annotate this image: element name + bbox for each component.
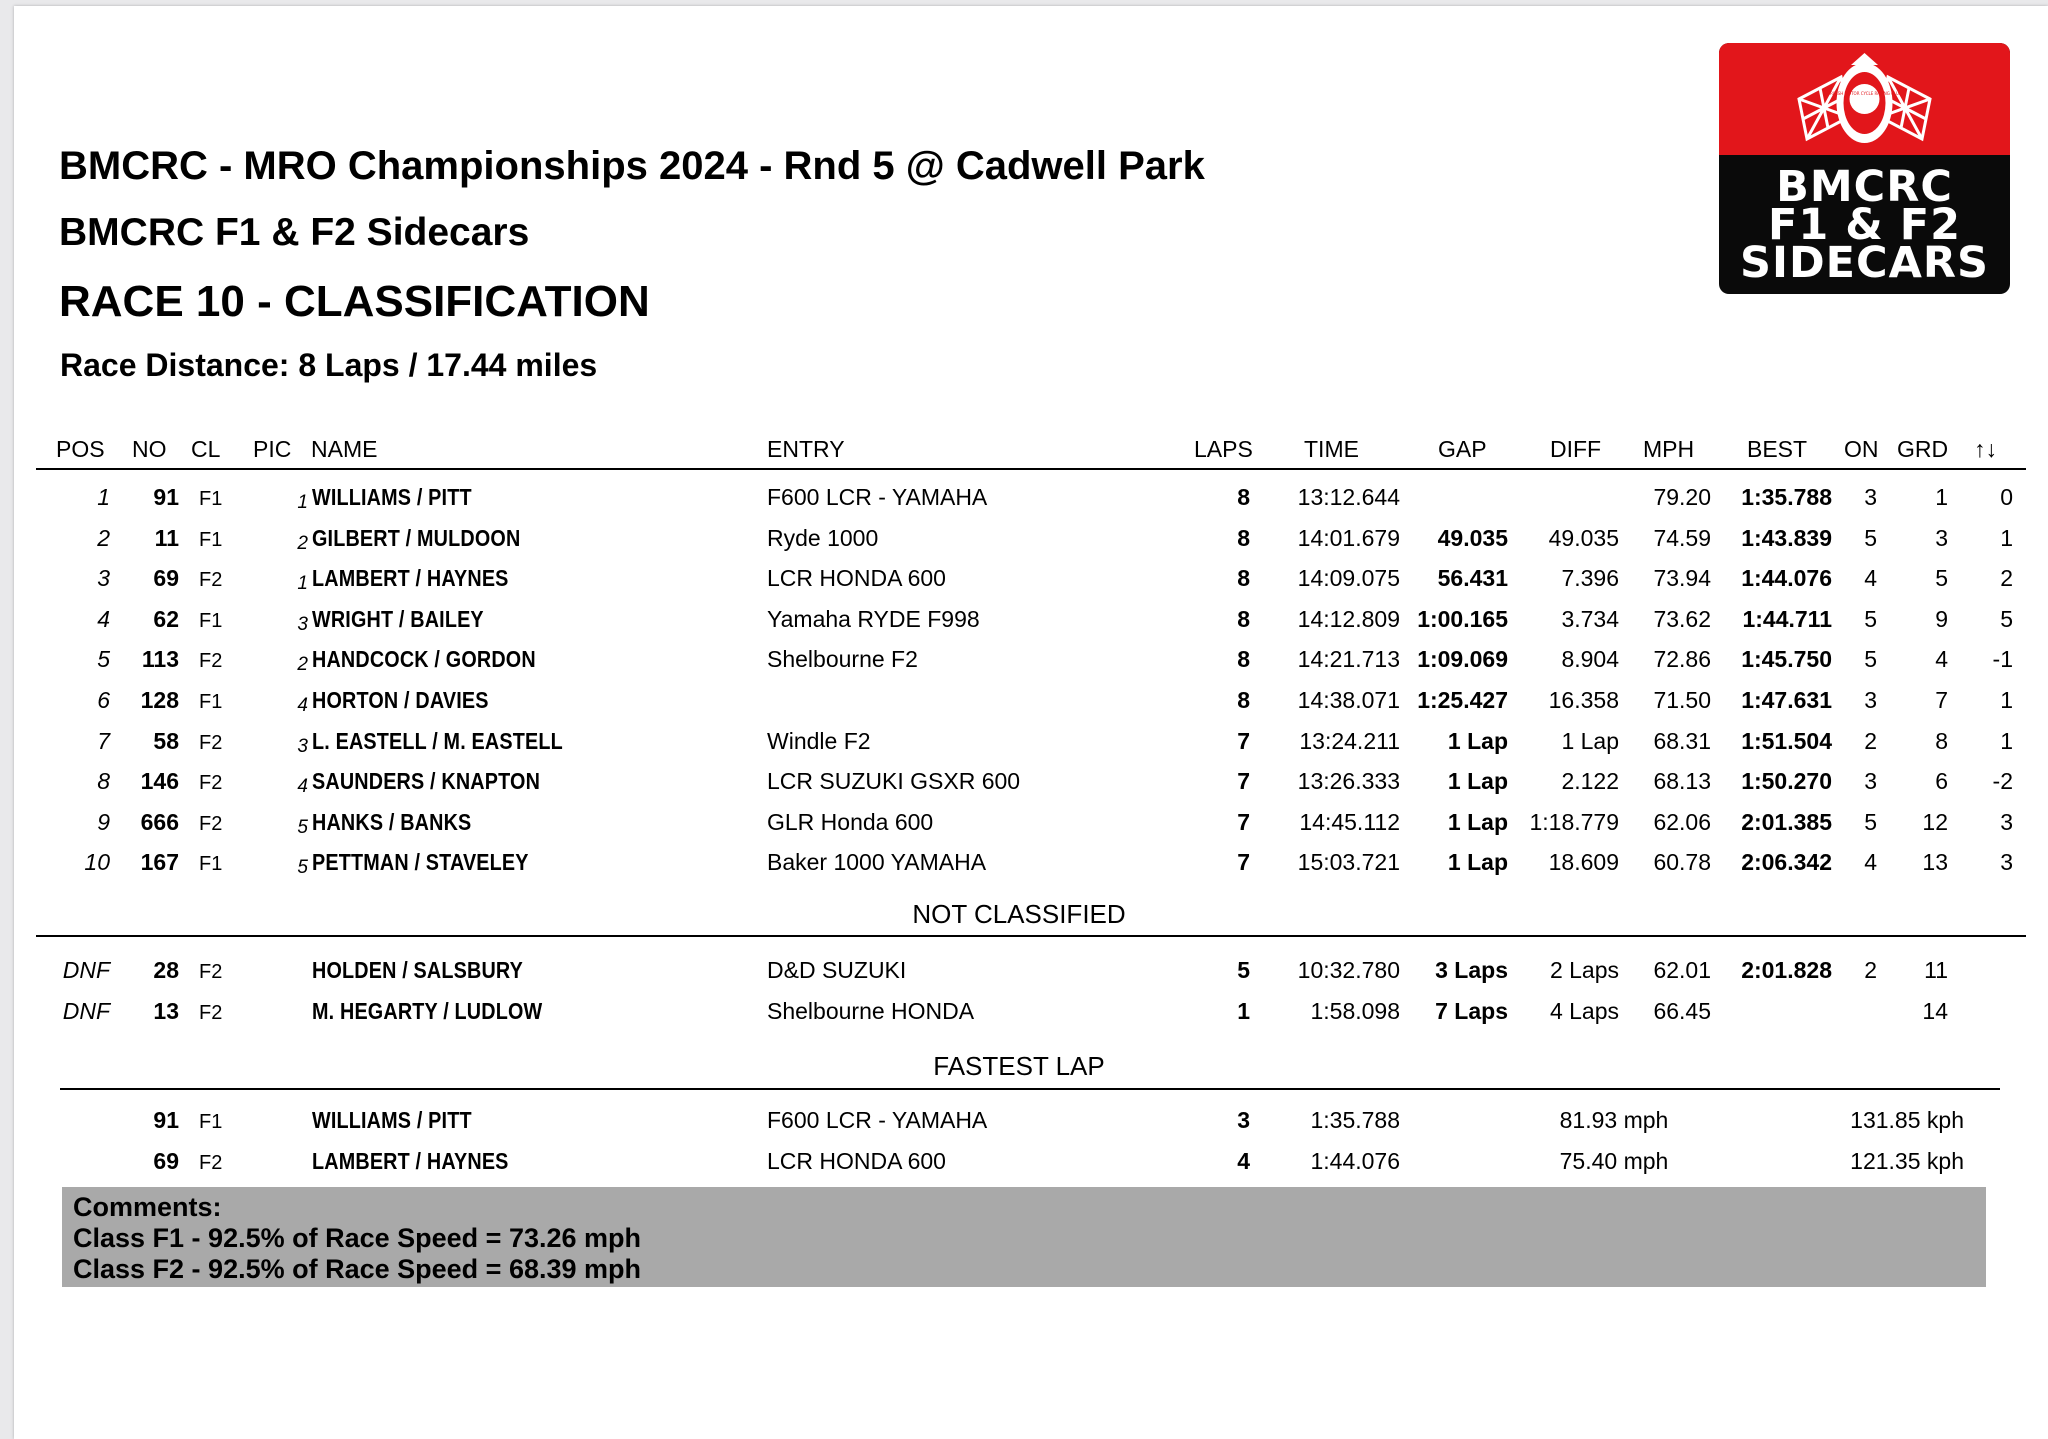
name-cell: HANDCOCK / GORDON — [312, 646, 536, 673]
grid-cell: 1 — [1935, 484, 1948, 510]
fastest-lap-row — [14, 1101, 2048, 1137]
grid-cell: 4 — [1935, 646, 1948, 673]
entry-cell: Shelbourne HONDA — [767, 998, 975, 1024]
mph-cell: 74.59 — [1653, 524, 1711, 551]
gap-cell: 1:25.427 — [1417, 687, 1508, 713]
pos-cell: DNF — [62, 998, 110, 1024]
time-cell: 14:45.112 — [1299, 808, 1400, 835]
change-cell: 0 — [2000, 484, 2013, 510]
time-cell: 14:01.679 — [1297, 524, 1400, 551]
not-classified-row — [14, 951, 2048, 987]
comment-line: Class F2 - 92.5% of Race Speed = 68.39 mph — [73, 1254, 642, 1284]
change-cell: -2 — [1992, 768, 2013, 795]
name-cell: PETTMAN / STAVELEY — [312, 849, 529, 876]
laps-cell: 8 — [1237, 646, 1250, 673]
class-cell: F2 — [199, 650, 223, 673]
time-cell: 1:35.788 — [1310, 1107, 1400, 1133]
pos-cell: 10 — [84, 849, 110, 876]
grid-cell: 12 — [1922, 808, 1948, 835]
time-cell: 14:09.075 — [1297, 565, 1400, 592]
col-header-change: ↑↓ — [1974, 436, 1997, 462]
grid-cell: 9 — [1935, 605, 1948, 632]
gap-cell: 1 Lap — [1447, 808, 1508, 835]
best-cell: 1:44.076 — [1741, 565, 1832, 592]
result-row — [14, 600, 2048, 636]
col-header-entry: ENTRY — [767, 436, 845, 462]
number-cell: 146 — [140, 768, 179, 795]
entry-cell: Yamaha RYDE F998 — [767, 605, 980, 632]
pic-cell: 4 — [297, 776, 308, 798]
laps-cell: 5 — [1237, 957, 1250, 983]
class-title: BMCRC F1 & F2 Sidecars — [59, 211, 530, 254]
results-sheet — [14, 6, 2048, 1439]
gap-cell: 7 Laps — [1435, 998, 1508, 1024]
class-cell: F2 — [199, 1152, 223, 1174]
mph-cell: 71.50 — [1653, 687, 1711, 713]
best-cell: 1:44.711 — [1742, 605, 1832, 632]
change-cell: 5 — [2000, 605, 2013, 632]
on-cell: 4 — [1864, 849, 1877, 876]
grid-cell: 13 — [1922, 849, 1948, 876]
fastest-lap-rule — [60, 1088, 2000, 1090]
gap-cell: 1:00.165 — [1417, 605, 1508, 632]
race-title: RACE 10 - CLASSIFICATION — [59, 277, 650, 326]
on-cell: 4 — [1864, 565, 1877, 592]
entry-cell: Baker 1000 YAMAHA — [767, 849, 987, 876]
comments-box — [62, 1187, 1986, 1287]
change-cell: 1 — [2000, 524, 2013, 551]
result-row — [14, 762, 2048, 798]
pic-cell: 1 — [297, 573, 308, 595]
not-classified-rule — [36, 935, 2026, 937]
col-header-gap: GAP — [1438, 436, 1487, 462]
name-cell: HANKS / BANKS — [312, 808, 472, 835]
diff-cell: 7.396 — [1561, 565, 1619, 592]
best-cell: 1:47.631 — [1741, 687, 1832, 713]
diff-cell: 2.122 — [1561, 768, 1619, 795]
class-cell: F2 — [199, 569, 223, 592]
col-header-laps: LAPS — [1194, 436, 1253, 462]
number-cell: 167 — [140, 849, 179, 876]
laps-cell: 7 — [1237, 808, 1250, 835]
not-classified-title: NOT CLASSIFIED — [912, 899, 1126, 929]
pos-cell: 7 — [97, 727, 110, 754]
mph-cell: 81.93 mph — [1559, 1107, 1669, 1133]
class-cell: F1 — [199, 691, 223, 713]
diff-cell: 4 Laps — [1549, 998, 1619, 1024]
time-cell: 13:26.333 — [1297, 768, 1400, 795]
name-cell: LAMBERT / HAYNES — [312, 1148, 509, 1174]
change-cell: 3 — [2000, 849, 2013, 876]
name-cell: GILBERT / MULDOON — [312, 524, 521, 551]
col-header-time: TIME — [1304, 436, 1359, 462]
col-header-pic: PIC — [253, 436, 292, 462]
mph-cell: 62.01 — [1653, 957, 1711, 983]
col-header-grd: GRD — [1897, 436, 1949, 462]
kph-cell: 121.35 kph — [1850, 1148, 1964, 1174]
best-cell: 2:01.828 — [1741, 957, 1832, 983]
pos-cell: 9 — [97, 808, 110, 835]
gap-cell: 56.431 — [1437, 565, 1508, 592]
class-cell: F1 — [199, 488, 223, 510]
club-crest-icon — [1719, 47, 2010, 151]
best-cell: 1:43.839 — [1741, 524, 1832, 551]
mph-cell: 66.45 — [1653, 998, 1711, 1024]
laps-cell: 7 — [1237, 849, 1250, 876]
pic-cell: 2 — [297, 532, 308, 554]
result-row — [14, 803, 2048, 839]
on-cell: 3 — [1864, 687, 1877, 713]
mph-cell: 75.40 mph — [1559, 1148, 1669, 1174]
time-cell: 15:03.721 — [1297, 849, 1400, 876]
diff-cell: 3.734 — [1561, 605, 1619, 632]
col-header-diff: DIFF — [1550, 436, 1602, 462]
laps-cell: 1 — [1237, 998, 1250, 1024]
pic-cell: 5 — [297, 816, 308, 838]
col-header-no: NO — [132, 436, 167, 462]
number-cell: 58 — [153, 727, 179, 754]
gap-cell: 1 Lap — [1447, 727, 1508, 754]
pos-cell: 4 — [97, 605, 110, 632]
entry-cell: F600 LCR - YAMAHA — [767, 1107, 988, 1133]
col-header-mph: MPH — [1643, 436, 1695, 462]
lap-number-cell: 4 — [1237, 1148, 1250, 1174]
diff-cell: 1:18.779 — [1529, 808, 1619, 835]
result-row — [14, 519, 2048, 555]
comment-line: Class F1 - 92.5% of Race Speed = 73.26 mph — [73, 1223, 642, 1253]
time-cell: 14:38.071 — [1297, 687, 1400, 713]
time-cell: 14:12.809 — [1297, 605, 1400, 632]
col-header-pos: POS — [56, 436, 105, 462]
class-cell: F1 — [199, 853, 223, 876]
pic-cell: 3 — [297, 613, 308, 635]
logo-line-2: F1 & F2 — [1767, 200, 1962, 250]
grid-cell: 8 — [1935, 727, 1948, 754]
col-header-name: NAME — [311, 436, 378, 462]
name-cell: WRIGHT / BAILEY — [312, 605, 484, 632]
number-cell: 62 — [153, 605, 179, 632]
diff-cell: 2 Laps — [1549, 957, 1619, 983]
number-cell: 91 — [153, 1107, 179, 1133]
entry-cell: LCR HONDA 600 — [767, 1148, 946, 1174]
number-cell: 69 — [153, 565, 179, 592]
result-row — [14, 722, 2048, 758]
kph-cell: 131.85 kph — [1850, 1107, 1964, 1133]
number-cell: 28 — [153, 957, 179, 983]
comments-label: Comments: — [73, 1192, 222, 1222]
pic-cell: 2 — [297, 654, 308, 676]
class-cell: F2 — [199, 961, 223, 983]
fastest-lap-row — [14, 1142, 2048, 1178]
diff-cell: 8.904 — [1561, 646, 1619, 673]
grid-cell: 5 — [1935, 565, 1948, 592]
laps-cell: 8 — [1237, 484, 1250, 510]
mph-cell: 68.31 — [1653, 727, 1711, 754]
race-distance: Race Distance: 8 Laps / 17.44 miles — [60, 347, 598, 383]
mph-cell: 72.86 — [1653, 646, 1711, 673]
on-cell: 2 — [1864, 727, 1877, 754]
diff-cell: 18.609 — [1548, 849, 1619, 876]
grid-cell: 6 — [1935, 768, 1948, 795]
number-cell: 128 — [140, 687, 179, 713]
mph-cell: 60.78 — [1653, 849, 1711, 876]
time-cell: 1:44.076 — [1310, 1148, 1400, 1174]
class-cell: F2 — [199, 812, 223, 835]
diff-cell: 49.035 — [1548, 524, 1619, 551]
class-cell: F1 — [199, 1111, 223, 1133]
change-cell: 1 — [2000, 687, 2013, 713]
lap-number-cell: 3 — [1237, 1107, 1250, 1133]
pic-cell: 1 — [297, 492, 308, 513]
on-cell: 5 — [1864, 646, 1877, 673]
laps-cell: 7 — [1237, 768, 1250, 795]
pos-cell: 6 — [97, 687, 110, 713]
number-cell: 69 — [153, 1148, 179, 1174]
event-title: BMCRC - MRO Championships 2024 - Rnd 5 @ Cadwell Park — [59, 144, 1205, 188]
time-cell: 13:12.644 — [1297, 484, 1400, 510]
mph-cell: 73.62 — [1653, 605, 1711, 632]
gap-cell: 3 Laps — [1435, 957, 1508, 983]
on-cell: 5 — [1864, 808, 1877, 835]
class-cell: F2 — [199, 731, 223, 754]
entry-cell: GLR Honda 600 — [767, 808, 934, 835]
entry-cell: D&D SUZUKI — [767, 957, 907, 983]
number-cell: 11 — [154, 524, 179, 551]
diff-cell: 16.358 — [1548, 687, 1619, 713]
result-row — [14, 843, 2048, 879]
best-cell: 1:51.504 — [1741, 727, 1832, 754]
change-cell: 2 — [2000, 565, 2013, 592]
pos-cell: 3 — [97, 565, 110, 592]
time-cell: 1:58.098 — [1310, 998, 1400, 1024]
on-cell: 3 — [1864, 484, 1877, 510]
number-cell: 666 — [140, 808, 179, 835]
entry-cell: LCR HONDA 600 — [767, 565, 946, 592]
gap-cell: 49.035 — [1437, 524, 1508, 551]
crest-text: BRITISH MOTOR CYCLE RACING CLUB — [1827, 91, 1902, 96]
number-cell: 91 — [153, 484, 179, 510]
grid-cell: 14 — [1922, 998, 1948, 1024]
col-header-on: ON — [1844, 436, 1879, 462]
entry-cell: LCR SUZUKI GSXR 600 — [767, 768, 1021, 795]
mph-cell: 68.13 — [1653, 768, 1711, 795]
mph-cell: 79.20 — [1653, 484, 1711, 510]
not-classified-row — [14, 992, 2048, 1028]
gap-cell: 1 Lap — [1447, 849, 1508, 876]
name-cell: HORTON / DAVIES — [312, 687, 489, 713]
result-row — [14, 640, 2048, 676]
col-header-cl: CL — [191, 436, 221, 462]
time-cell: 13:24.211 — [1299, 727, 1400, 754]
time-cell: 10:32.780 — [1297, 957, 1400, 983]
gap-cell: 1:09.069 — [1417, 646, 1508, 673]
best-cell: 1:45.750 — [1741, 646, 1832, 673]
diff-cell: 1 Lap — [1561, 727, 1619, 754]
number-cell: 13 — [153, 998, 179, 1024]
laps-cell: 7 — [1237, 727, 1250, 754]
name-cell: WILLIAMS / PITT — [312, 1107, 472, 1133]
on-cell: 5 — [1864, 605, 1877, 632]
laps-cell: 8 — [1237, 605, 1250, 632]
on-cell: 2 — [1864, 957, 1877, 983]
pos-cell: 5 — [97, 646, 110, 673]
change-cell: 3 — [2000, 808, 2013, 835]
grid-cell: 11 — [1924, 957, 1948, 983]
laps-cell: 8 — [1237, 524, 1250, 551]
name-cell: WILLIAMS / PITT — [312, 484, 472, 510]
laps-cell: 8 — [1237, 687, 1250, 713]
entry-cell: Ryde 1000 — [767, 524, 879, 551]
pos-cell: 8 — [97, 768, 110, 795]
logo-line-3: SIDECARS — [1740, 238, 1989, 288]
entry-cell: Windle F2 — [767, 727, 871, 754]
change-cell: -1 — [1992, 646, 2013, 673]
grid-cell: 7 — [1935, 687, 1948, 713]
mph-cell: 73.94 — [1653, 565, 1711, 592]
entry-cell: F600 LCR - YAMAHA — [767, 484, 988, 510]
best-cell: 2:06.342 — [1741, 849, 1832, 876]
on-cell: 5 — [1864, 524, 1877, 551]
number-cell: 113 — [141, 646, 179, 673]
gap-cell: 1 Lap — [1447, 768, 1508, 795]
name-cell: SAUNDERS / KNAPTON — [312, 768, 541, 795]
laps-cell: 8 — [1237, 565, 1250, 592]
class-cell: F1 — [199, 528, 223, 551]
col-header-best: BEST — [1747, 436, 1808, 462]
class-cell: F2 — [199, 772, 223, 795]
pos-cell: 1 — [97, 484, 110, 510]
class-cell: F2 — [199, 1002, 223, 1024]
best-cell: 1:50.270 — [1741, 768, 1832, 795]
name-cell: M. HEGARTY / LUDLOW — [312, 998, 543, 1024]
pic-cell: 3 — [297, 735, 308, 757]
header-rule — [36, 468, 2026, 470]
result-row — [14, 681, 2048, 717]
name-cell: L. EASTELL / M. EASTELL — [312, 727, 563, 754]
best-cell: 1:35.788 — [1741, 484, 1832, 510]
logo-line-1: BMCRC — [1776, 162, 1953, 212]
on-cell: 3 — [1864, 768, 1877, 795]
change-cell: 1 — [2000, 727, 2013, 754]
pos-cell: 2 — [97, 524, 110, 551]
pic-cell: 5 — [297, 857, 308, 879]
name-cell: LAMBERT / HAYNES — [312, 565, 509, 592]
pic-cell: 4 — [297, 695, 308, 716]
mph-cell: 62.06 — [1653, 808, 1711, 835]
series-logo — [1719, 43, 2010, 294]
time-cell: 14:21.713 — [1297, 646, 1400, 673]
best-cell: 2:01.385 — [1741, 808, 1832, 835]
entry-cell: Shelbourne F2 — [767, 646, 918, 673]
pos-cell: DNF — [62, 957, 110, 983]
result-row — [14, 559, 2048, 595]
fastest-lap-title: FASTEST LAP — [933, 1051, 1105, 1081]
class-cell: F1 — [199, 609, 223, 632]
name-cell: HOLDEN / SALSBURY — [312, 957, 523, 983]
grid-cell: 3 — [1935, 524, 1948, 551]
result-row — [14, 478, 2048, 514]
